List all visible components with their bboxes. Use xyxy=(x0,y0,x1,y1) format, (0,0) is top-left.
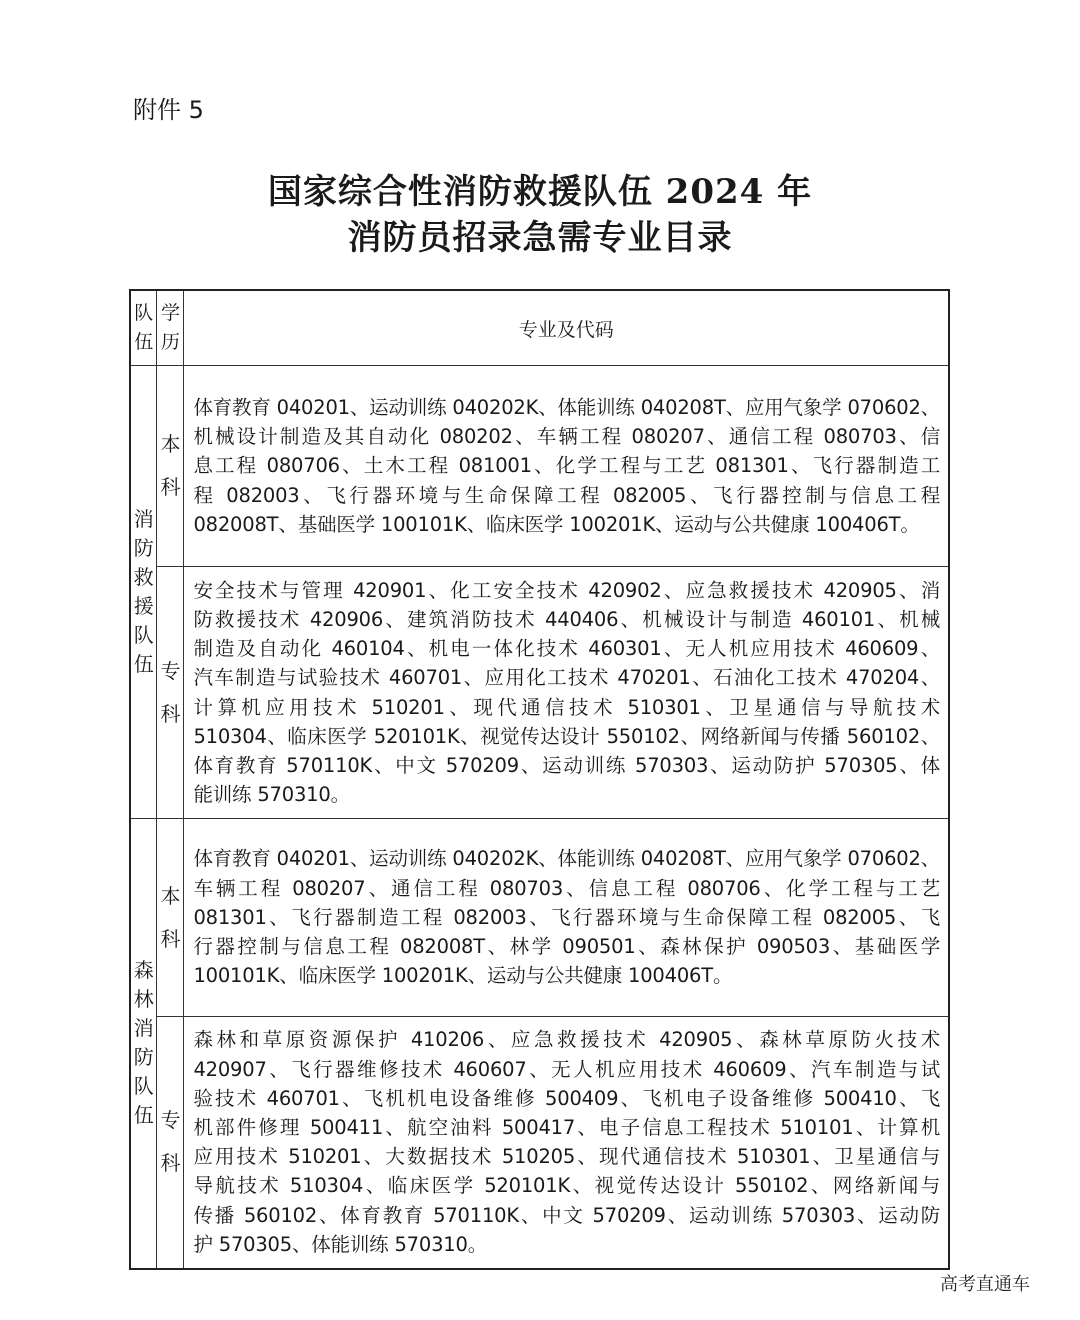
header-degree xyxy=(157,290,184,366)
team-cell xyxy=(130,819,157,1269)
majors-line: 体育教育 040201、运动训练 040202K、体能训练 040208T、应用气象学 070602、 xyxy=(193,847,940,871)
majors-line: 导航技术 510304、临床医学 520101K、视觉传达设计 550102、网络新闻与 xyxy=(193,1174,940,1198)
degree-char: 本 xyxy=(160,432,181,456)
team-char: 林 xyxy=(133,987,154,1012)
majors-line: 汽车制造与试验技术 460701、应用化工技术 470201、石油化工技术 470204、 xyxy=(193,666,940,690)
team-char: 消 xyxy=(133,507,154,531)
majors-line: 制造及自动化 460104、机电一体化技术 460301、无人机应用技术 460609、 xyxy=(193,637,940,661)
degree-char: 科 xyxy=(160,926,181,951)
majors-line: 验技术 460701、飞机机电设备维修 500409、飞机电子设备维修 500410、飞 xyxy=(193,1086,940,1110)
majors-line: 体育教育 040201、运动训练 040202K、体能训练 040208T、应用气象学 070602、 xyxy=(193,395,940,419)
team-cell xyxy=(130,366,157,819)
degree-char: 科 xyxy=(160,701,181,726)
team-char: 援 xyxy=(133,594,154,618)
majors-line: 能训练 570310。 xyxy=(193,783,350,807)
degree-char: 本 xyxy=(160,883,181,908)
majors-line: 息工程 080706、土木工程 081001、化学工程与工艺 081301、飞行器制造工 xyxy=(193,454,940,478)
majors-line: 510304、临床医学 520101K、视觉传达设计 550102、网络新闻与传播 560102、 xyxy=(193,724,940,748)
majors-line: 传播 560102、体育教育 570110K、中文 570209、运动训练 570303、运动防 xyxy=(193,1203,940,1227)
majors-line: 安全技术与管理 420901、化工安全技术 420902、应急救援技术 420905、消 xyxy=(193,578,940,602)
majors-line: 420907、飞行器维修技术 460607、无人机应用技术 460609、汽车制造与试 xyxy=(193,1057,940,1081)
table-row xyxy=(130,819,949,1017)
majors-line: 防救援技术 420906、建筑消防技术 440406、机械设计与制造 460101、机械 xyxy=(193,607,940,631)
team-char: 伍 xyxy=(133,652,154,676)
majors-line: 081301、飞行器制造工程 082003、飞行器环境与生命保障工程 082005、飞 xyxy=(193,905,940,929)
team-char: 救 xyxy=(133,565,154,589)
majors-line: 机械设计制造及其自动化 080202、车辆工程 080207、通信工程 080703、信 xyxy=(193,425,940,449)
majors-line: 应用技术 510201、大数据技术 510205、现代通信技术 510301、卫星通信与 xyxy=(193,1145,940,1169)
majors-cell xyxy=(184,1017,949,1269)
degree-char: 专 xyxy=(160,658,181,683)
table-row xyxy=(130,366,949,567)
team-char: 森 xyxy=(133,958,154,983)
attachment-label: 附件 5 xyxy=(133,96,204,124)
degree-cell xyxy=(157,567,184,819)
majors-table xyxy=(129,289,950,1270)
majors-cell xyxy=(184,366,949,567)
majors-line: 程 082003、飞行器环境与生命保障工程 082005、飞行器控制与信息工程 xyxy=(193,483,940,507)
watermark: 高考直通车 xyxy=(940,1274,1030,1295)
majors-line: 护 570305、体能训练 570310。 xyxy=(193,1232,488,1256)
header-majors: 专业及代码 xyxy=(184,290,949,366)
degree-char: 科 xyxy=(160,475,181,499)
degree-cell xyxy=(157,819,184,1017)
majors-line: 车辆工程 080207、通信工程 080703、信息工程 080706、化学工程与工艺 xyxy=(193,876,940,900)
majors-line: 082008T、基础医学 100101K、临床医学 100201K、运动与公共健康 100406T。 xyxy=(193,512,920,536)
majors-line: 100101K、临床医学 100201K、运动与公共健康 100406T。 xyxy=(193,964,733,988)
majors-line: 行器控制与信息工程 082008T、林学 090501、森林保护 090503、基础医学 xyxy=(193,935,940,959)
degree-char: 专 xyxy=(160,1108,181,1133)
table-row xyxy=(130,1017,949,1269)
document-title-line2: 消防员招录急需专业目录 xyxy=(347,218,733,258)
table-row xyxy=(130,567,949,819)
majors-cell xyxy=(184,567,949,819)
team-char: 伍 xyxy=(133,1103,154,1128)
majors-line: 机部件修理 500411、航空油料 500417、电子信息工程技术 510101、计算机 xyxy=(193,1116,940,1140)
majors-line: 森林和草原资源保护 410206、应急救援技术 420905、森林草原防火技术 xyxy=(193,1028,940,1052)
header-team-char: 伍 xyxy=(134,331,154,353)
degree-cell xyxy=(157,366,184,567)
header-degree-char: 历 xyxy=(160,331,180,353)
header-degree-char: 学 xyxy=(160,302,180,324)
team-char: 防 xyxy=(133,1045,154,1070)
majors-line: 计算机应用技术 510201、现代通信技术 510301、卫星通信与导航技术 xyxy=(193,695,940,719)
degree-cell xyxy=(157,1017,184,1269)
table-header-row xyxy=(130,290,949,366)
team-char: 消 xyxy=(133,1016,154,1041)
team-char: 队 xyxy=(133,1074,154,1099)
header-team xyxy=(130,290,157,366)
header-team-char: 队 xyxy=(134,302,154,324)
team-char: 防 xyxy=(133,536,154,560)
majors-line: 体育教育 570110K、中文 570209、运动训练 570303、运动防护 570305、体 xyxy=(193,753,940,777)
majors-cell xyxy=(184,819,949,1017)
team-char: 队 xyxy=(133,623,154,647)
document-title-line1: 国家综合性消防救援队伍 2024 年 xyxy=(267,172,813,212)
degree-char: 科 xyxy=(160,1151,181,1176)
